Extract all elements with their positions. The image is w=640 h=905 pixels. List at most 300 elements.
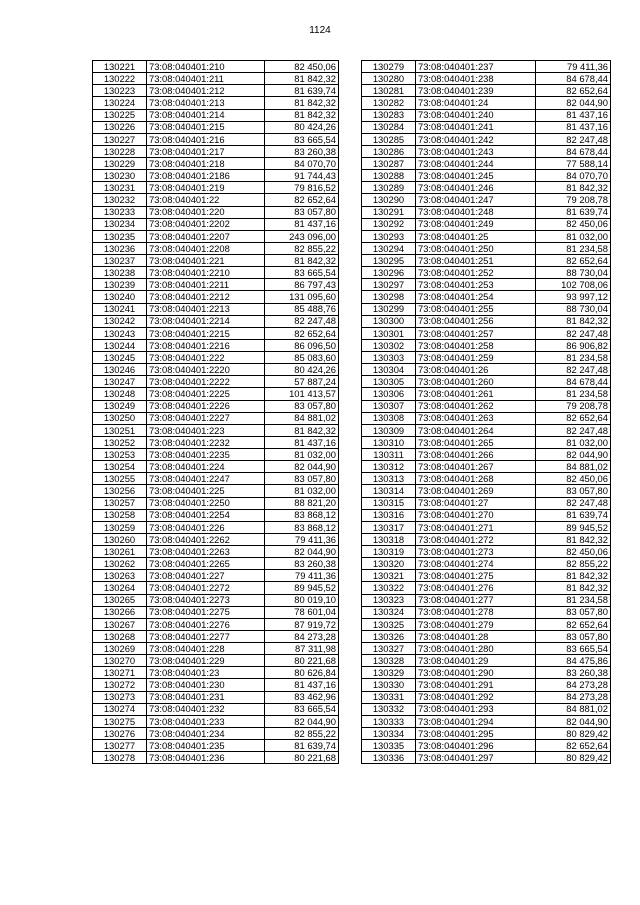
row-number-cell: 130284 xyxy=(362,121,416,133)
value-cell: 82 652,64 xyxy=(265,327,339,339)
table-row xyxy=(93,230,339,242)
row-number-cell: 130301 xyxy=(362,327,416,339)
row-number-cell: 130305 xyxy=(362,376,416,388)
value-cell: 79 411,36 xyxy=(265,570,339,582)
value-cell: 81 842,32 xyxy=(536,582,611,594)
table-row xyxy=(362,170,611,182)
table-row xyxy=(93,352,339,364)
value-cell: 83 057,80 xyxy=(536,630,611,642)
cadastral-number-cell: 73:08:040401:215 xyxy=(147,121,265,133)
row-number-cell: 130224 xyxy=(93,97,147,109)
cadastral-number-cell: 73:08:040401:253 xyxy=(416,279,536,291)
row-number-cell: 130223 xyxy=(93,85,147,97)
value-cell: 81 234,58 xyxy=(536,242,611,254)
row-number-cell: 130264 xyxy=(93,582,147,594)
table-row xyxy=(93,630,339,642)
cadastral-number-cell: 73:08:040401:260 xyxy=(416,376,536,388)
value-cell: 77 588,14 xyxy=(536,158,611,170)
table-row xyxy=(93,606,339,618)
row-number-cell: 130322 xyxy=(362,582,416,594)
cadastral-number-cell: 73:08:040401:227 xyxy=(147,570,265,582)
row-number-cell: 130286 xyxy=(362,145,416,157)
row-number-cell: 130254 xyxy=(93,461,147,473)
table-row xyxy=(362,618,611,630)
table-row xyxy=(93,376,339,388)
table-row xyxy=(93,242,339,254)
cadastral-number-cell: 73:08:040401:270 xyxy=(416,509,536,521)
row-number-cell: 130293 xyxy=(362,230,416,242)
cadastral-number-cell: 73:08:040401:237 xyxy=(416,61,536,73)
row-number-cell: 130272 xyxy=(93,679,147,691)
row-number-cell: 130233 xyxy=(93,206,147,218)
table-row xyxy=(93,291,339,303)
cadastral-number-cell: 73:08:040401:229 xyxy=(147,655,265,667)
value-cell: 82 044,90 xyxy=(536,715,611,727)
row-number-cell: 130304 xyxy=(362,364,416,376)
cadastral-number-cell: 73:08:040401:226 xyxy=(147,521,265,533)
cadastral-number-cell: 73:08:040401:220 xyxy=(147,206,265,218)
table-row xyxy=(93,436,339,448)
table-row xyxy=(362,570,611,582)
table-row xyxy=(93,703,339,715)
value-cell: 83 665,54 xyxy=(536,643,611,655)
table-row xyxy=(362,630,611,642)
row-number-cell: 130321 xyxy=(362,570,416,582)
table-row xyxy=(362,218,611,230)
value-cell: 83 868,12 xyxy=(265,521,339,533)
cadastral-number-cell: 73:08:040401:252 xyxy=(416,267,536,279)
cadastral-number-cell: 73:08:040401:261 xyxy=(416,388,536,400)
cadastral-number-cell: 73:08:040401:249 xyxy=(416,218,536,230)
row-number-cell: 130236 xyxy=(93,242,147,254)
value-cell: 82 855,22 xyxy=(536,558,611,570)
cadastral-number-cell: 73:08:040401:275 xyxy=(416,570,536,582)
value-cell: 81 639,74 xyxy=(536,509,611,521)
table-row xyxy=(93,521,339,533)
table-row xyxy=(362,267,611,279)
table-row xyxy=(93,218,339,230)
table-row xyxy=(93,364,339,376)
row-number-cell: 130290 xyxy=(362,194,416,206)
value-cell: 81 032,00 xyxy=(536,230,611,242)
cadastral-number-cell: 73:08:040401:267 xyxy=(416,461,536,473)
value-cell: 79 208,78 xyxy=(536,194,611,206)
table-row xyxy=(362,594,611,606)
row-number-cell: 130249 xyxy=(93,400,147,412)
cadastral-number-cell: 73:08:040401:2272 xyxy=(147,582,265,594)
cadastral-number-cell: 73:08:040401:257 xyxy=(416,327,536,339)
cadastral-number-cell: 73:08:040401:2277 xyxy=(147,630,265,642)
value-cell: 81 639,74 xyxy=(536,206,611,218)
table-row xyxy=(362,85,611,97)
row-number-cell: 130334 xyxy=(362,727,416,739)
cadastral-number-cell: 73:08:040401:2186 xyxy=(147,170,265,182)
row-number-cell: 130288 xyxy=(362,170,416,182)
cadastral-number-cell: 73:08:040401:2247 xyxy=(147,473,265,485)
value-cell: 82 044,90 xyxy=(536,449,611,461)
value-cell: 87 919,72 xyxy=(265,618,339,630)
row-number-cell: 130260 xyxy=(93,533,147,545)
table-row xyxy=(93,509,339,521)
row-number-cell: 130250 xyxy=(93,412,147,424)
table-row xyxy=(93,533,339,545)
cadastral-number-cell: 73:08:040401:2235 xyxy=(147,449,265,461)
value-cell: 84 273,28 xyxy=(536,691,611,703)
cadastral-number-cell: 73:08:040401:2202 xyxy=(147,218,265,230)
table-row xyxy=(362,194,611,206)
table-row xyxy=(362,121,611,133)
table-row xyxy=(362,461,611,473)
value-cell: 82 450,06 xyxy=(536,473,611,485)
cadastral-number-cell: 73:08:040401:2254 xyxy=(147,509,265,521)
table-row xyxy=(362,436,611,448)
table-row xyxy=(362,655,611,667)
value-cell: 82 044,90 xyxy=(536,97,611,109)
table-row xyxy=(93,667,339,679)
row-number-cell: 130308 xyxy=(362,412,416,424)
table-row xyxy=(362,206,611,218)
table-row xyxy=(93,655,339,667)
row-number-cell: 130323 xyxy=(362,594,416,606)
table-row xyxy=(93,582,339,594)
value-cell: 84 070,70 xyxy=(265,158,339,170)
table-row xyxy=(362,412,611,424)
cadastral-number-cell: 73:08:040401:258 xyxy=(416,339,536,351)
value-cell: 82 652,64 xyxy=(536,85,611,97)
table-row xyxy=(362,727,611,739)
table-row xyxy=(93,388,339,400)
table-row xyxy=(362,400,611,412)
value-cell: 80 829,42 xyxy=(536,727,611,739)
cadastral-number-cell: 73:08:040401:2207 xyxy=(147,230,265,242)
table-row xyxy=(362,364,611,376)
value-cell: 84 881,02 xyxy=(265,412,339,424)
value-cell: 81 639,74 xyxy=(265,85,339,97)
value-cell: 131 095,60 xyxy=(265,291,339,303)
row-number-cell: 130269 xyxy=(93,643,147,655)
value-cell: 81 234,58 xyxy=(536,594,611,606)
value-cell: 81 842,32 xyxy=(265,97,339,109)
row-number-cell: 130232 xyxy=(93,194,147,206)
cadastral-number-cell: 73:08:040401:273 xyxy=(416,546,536,558)
right-table xyxy=(361,60,611,764)
row-number-cell: 130332 xyxy=(362,703,416,715)
cadastral-number-cell: 73:08:040401:259 xyxy=(416,352,536,364)
table-row xyxy=(362,291,611,303)
value-cell: 82 247,48 xyxy=(265,315,339,327)
row-number-cell: 130326 xyxy=(362,630,416,642)
row-number-cell: 130330 xyxy=(362,679,416,691)
row-number-cell: 130310 xyxy=(362,436,416,448)
cadastral-number-cell: 73:08:040401:2263 xyxy=(147,546,265,558)
value-cell: 83 260,38 xyxy=(265,558,339,570)
cadastral-number-cell: 73:08:040401:232 xyxy=(147,703,265,715)
value-cell: 81 842,32 xyxy=(265,73,339,85)
row-number-cell: 130320 xyxy=(362,558,416,570)
row-number-cell: 130256 xyxy=(93,485,147,497)
value-cell: 82 247,48 xyxy=(536,327,611,339)
value-cell: 82 450,06 xyxy=(536,546,611,558)
value-cell: 83 665,54 xyxy=(265,133,339,145)
table-row xyxy=(362,109,611,121)
cadastral-number-cell: 73:08:040401:236 xyxy=(147,752,265,764)
cadastral-number-cell: 73:08:040401:247 xyxy=(416,194,536,206)
table-row xyxy=(93,727,339,739)
table-row xyxy=(93,643,339,655)
cadastral-number-cell: 73:08:040401:214 xyxy=(147,109,265,121)
table-row xyxy=(93,97,339,109)
cadastral-number-cell: 73:08:040401:264 xyxy=(416,424,536,436)
table-row xyxy=(93,449,339,461)
cadastral-number-cell: 73:08:040401:2275 xyxy=(147,606,265,618)
row-number-cell: 130300 xyxy=(362,315,416,327)
value-cell: 82 044,90 xyxy=(265,715,339,727)
row-number-cell: 130246 xyxy=(93,364,147,376)
value-cell: 81 842,32 xyxy=(265,255,339,267)
row-number-cell: 130306 xyxy=(362,388,416,400)
value-cell: 82 044,90 xyxy=(265,546,339,558)
cadastral-number-cell: 73:08:040401:2210 xyxy=(147,267,265,279)
cadastral-number-cell: 73:08:040401:276 xyxy=(416,582,536,594)
row-number-cell: 130295 xyxy=(362,255,416,267)
table-row xyxy=(362,315,611,327)
row-number-cell: 130302 xyxy=(362,339,416,351)
value-cell: 85 083,60 xyxy=(265,352,339,364)
row-number-cell: 130271 xyxy=(93,667,147,679)
value-cell: 243 096,00 xyxy=(265,230,339,242)
row-number-cell: 130241 xyxy=(93,303,147,315)
table-row xyxy=(93,327,339,339)
table-row xyxy=(93,315,339,327)
row-number-cell: 130248 xyxy=(93,388,147,400)
cadastral-number-cell: 73:08:040401:255 xyxy=(416,303,536,315)
cadastral-number-cell: 73:08:040401:272 xyxy=(416,533,536,545)
value-cell: 81 032,00 xyxy=(536,436,611,448)
table-row xyxy=(362,703,611,715)
value-cell: 81 437,16 xyxy=(536,121,611,133)
row-number-cell: 130298 xyxy=(362,291,416,303)
row-number-cell: 130265 xyxy=(93,594,147,606)
table-row xyxy=(93,473,339,485)
table-row xyxy=(93,546,339,558)
table-row xyxy=(362,230,611,242)
cadastral-number-cell: 73:08:040401:228 xyxy=(147,643,265,655)
row-number-cell: 130312 xyxy=(362,461,416,473)
row-number-cell: 130294 xyxy=(362,242,416,254)
row-number-cell: 130234 xyxy=(93,218,147,230)
value-cell: 88 821,20 xyxy=(265,497,339,509)
cadastral-number-cell: 73:08:040401:292 xyxy=(416,691,536,703)
cadastral-number-cell: 73:08:040401:2225 xyxy=(147,388,265,400)
table-row xyxy=(93,339,339,351)
value-cell: 81 234,58 xyxy=(536,388,611,400)
row-number-cell: 130275 xyxy=(93,715,147,727)
value-cell: 83 665,54 xyxy=(265,703,339,715)
table-row xyxy=(93,170,339,182)
value-cell: 82 652,64 xyxy=(536,255,611,267)
row-number-cell: 130274 xyxy=(93,703,147,715)
row-number-cell: 130251 xyxy=(93,424,147,436)
value-cell: 78 601,04 xyxy=(265,606,339,618)
cadastral-number-cell: 73:08:040401:251 xyxy=(416,255,536,267)
row-number-cell: 130270 xyxy=(93,655,147,667)
value-cell: 101 413,57 xyxy=(265,388,339,400)
value-cell: 83 260,38 xyxy=(265,145,339,157)
table-row xyxy=(362,97,611,109)
value-cell: 89 945,52 xyxy=(265,582,339,594)
value-cell: 84 678,44 xyxy=(536,376,611,388)
row-number-cell: 130303 xyxy=(362,352,416,364)
cadastral-number-cell: 73:08:040401:216 xyxy=(147,133,265,145)
value-cell: 81 842,32 xyxy=(265,109,339,121)
cadastral-number-cell: 73:08:040401:219 xyxy=(147,182,265,194)
value-cell: 88 730,04 xyxy=(536,267,611,279)
cadastral-number-cell: 73:08:040401:240 xyxy=(416,109,536,121)
cadastral-number-cell: 73:08:040401:256 xyxy=(416,315,536,327)
table-row xyxy=(362,376,611,388)
cadastral-number-cell: 73:08:040401:224 xyxy=(147,461,265,473)
cadastral-number-cell: 73:08:040401:223 xyxy=(147,424,265,436)
table-row xyxy=(362,691,611,703)
row-number-cell: 130268 xyxy=(93,630,147,642)
cadastral-number-cell: 73:08:040401:268 xyxy=(416,473,536,485)
value-cell: 85 488,76 xyxy=(265,303,339,315)
value-cell: 82 450,06 xyxy=(536,218,611,230)
cadastral-number-cell: 73:08:040401:254 xyxy=(416,291,536,303)
cadastral-number-cell: 73:08:040401:230 xyxy=(147,679,265,691)
value-cell: 93 997,12 xyxy=(536,291,611,303)
value-cell: 82 652,64 xyxy=(536,740,611,752)
row-number-cell: 130263 xyxy=(93,570,147,582)
row-number-cell: 130285 xyxy=(362,133,416,145)
row-number-cell: 130253 xyxy=(93,449,147,461)
left-table xyxy=(92,60,339,764)
cadastral-number-cell: 73:08:040401:280 xyxy=(416,643,536,655)
value-cell: 57 887,24 xyxy=(265,376,339,388)
cadastral-number-cell: 73:08:040401:2222 xyxy=(147,376,265,388)
table-row xyxy=(362,582,611,594)
row-number-cell: 130297 xyxy=(362,279,416,291)
cadastral-number-cell: 73:08:040401:26 xyxy=(416,364,536,376)
table-row xyxy=(362,339,611,351)
table-row xyxy=(93,133,339,145)
table-row xyxy=(93,158,339,170)
table-row xyxy=(362,133,611,145)
cadastral-number-cell: 73:08:040401:296 xyxy=(416,740,536,752)
row-number-cell: 130325 xyxy=(362,618,416,630)
value-cell: 84 273,28 xyxy=(265,630,339,642)
table-row xyxy=(362,558,611,570)
table-row xyxy=(362,182,611,194)
cadastral-number-cell: 73:08:040401:210 xyxy=(147,61,265,73)
value-cell: 82 247,48 xyxy=(536,364,611,376)
cadastral-number-cell: 73:08:040401:241 xyxy=(416,121,536,133)
row-number-cell: 130237 xyxy=(93,255,147,267)
cadastral-number-cell: 73:08:040401:2276 xyxy=(147,618,265,630)
row-number-cell: 130228 xyxy=(93,145,147,157)
row-number-cell: 130227 xyxy=(93,133,147,145)
value-cell: 82 247,48 xyxy=(536,497,611,509)
cadastral-number-cell: 73:08:040401:2273 xyxy=(147,594,265,606)
value-cell: 83 868,12 xyxy=(265,509,339,521)
table-row xyxy=(362,643,611,655)
value-cell: 81 032,00 xyxy=(265,485,339,497)
value-cell: 82 247,48 xyxy=(536,133,611,145)
row-number-cell: 130279 xyxy=(362,61,416,73)
cadastral-number-cell: 73:08:040401:250 xyxy=(416,242,536,254)
value-cell: 87 311,98 xyxy=(265,643,339,655)
cadastral-number-cell: 73:08:040401:218 xyxy=(147,158,265,170)
cadastral-number-cell: 73:08:040401:212 xyxy=(147,85,265,97)
table-row xyxy=(362,679,611,691)
row-number-cell: 130333 xyxy=(362,715,416,727)
row-number-cell: 130252 xyxy=(93,436,147,448)
value-cell: 81 842,32 xyxy=(536,570,611,582)
row-number-cell: 130257 xyxy=(93,497,147,509)
value-cell: 91 744,43 xyxy=(265,170,339,182)
table-row xyxy=(93,255,339,267)
value-cell: 83 057,80 xyxy=(536,606,611,618)
value-cell: 82 450,06 xyxy=(265,61,339,73)
cadastral-number-cell: 73:08:040401:269 xyxy=(416,485,536,497)
cadastral-number-cell: 73:08:040401:278 xyxy=(416,606,536,618)
row-number-cell: 130225 xyxy=(93,109,147,121)
row-number-cell: 130231 xyxy=(93,182,147,194)
row-number-cell: 130261 xyxy=(93,546,147,558)
table-row xyxy=(362,752,611,764)
row-number-cell: 130292 xyxy=(362,218,416,230)
cadastral-number-cell: 73:08:040401:2262 xyxy=(147,533,265,545)
cadastral-number-cell: 73:08:040401:2250 xyxy=(147,497,265,509)
cadastral-number-cell: 73:08:040401:266 xyxy=(416,449,536,461)
cadastral-number-cell: 73:08:040401:29 xyxy=(416,655,536,667)
cadastral-number-cell: 73:08:040401:244 xyxy=(416,158,536,170)
table-row xyxy=(362,473,611,485)
cadastral-number-cell: 73:08:040401:2212 xyxy=(147,291,265,303)
table-row xyxy=(362,279,611,291)
table-row xyxy=(362,546,611,558)
row-number-cell: 130331 xyxy=(362,691,416,703)
row-number-cell: 130318 xyxy=(362,533,416,545)
table-row xyxy=(362,521,611,533)
cadastral-number-cell: 73:08:040401:2232 xyxy=(147,436,265,448)
value-cell: 82 855,22 xyxy=(265,242,339,254)
row-number-cell: 130266 xyxy=(93,606,147,618)
row-number-cell: 130238 xyxy=(93,267,147,279)
row-number-cell: 130291 xyxy=(362,206,416,218)
row-number-cell: 130296 xyxy=(362,267,416,279)
row-number-cell: 130309 xyxy=(362,424,416,436)
table-row xyxy=(93,145,339,157)
table-row xyxy=(93,194,339,206)
value-cell: 84 070,70 xyxy=(536,170,611,182)
cadastral-number-cell: 73:08:040401:22 xyxy=(147,194,265,206)
table-row xyxy=(93,497,339,509)
table-row xyxy=(362,485,611,497)
value-cell: 88 730,04 xyxy=(536,303,611,315)
value-cell: 83 665,54 xyxy=(265,267,339,279)
value-cell: 83 462,96 xyxy=(265,691,339,703)
cadastral-number-cell: 73:08:040401:231 xyxy=(147,691,265,703)
cadastral-number-cell: 73:08:040401:277 xyxy=(416,594,536,606)
cadastral-number-cell: 73:08:040401:225 xyxy=(147,485,265,497)
value-cell: 81 437,16 xyxy=(265,218,339,230)
row-number-cell: 130324 xyxy=(362,606,416,618)
value-cell: 86 797,43 xyxy=(265,279,339,291)
cadastral-number-cell: 73:08:040401:243 xyxy=(416,145,536,157)
table-row xyxy=(362,715,611,727)
table-row xyxy=(362,533,611,545)
